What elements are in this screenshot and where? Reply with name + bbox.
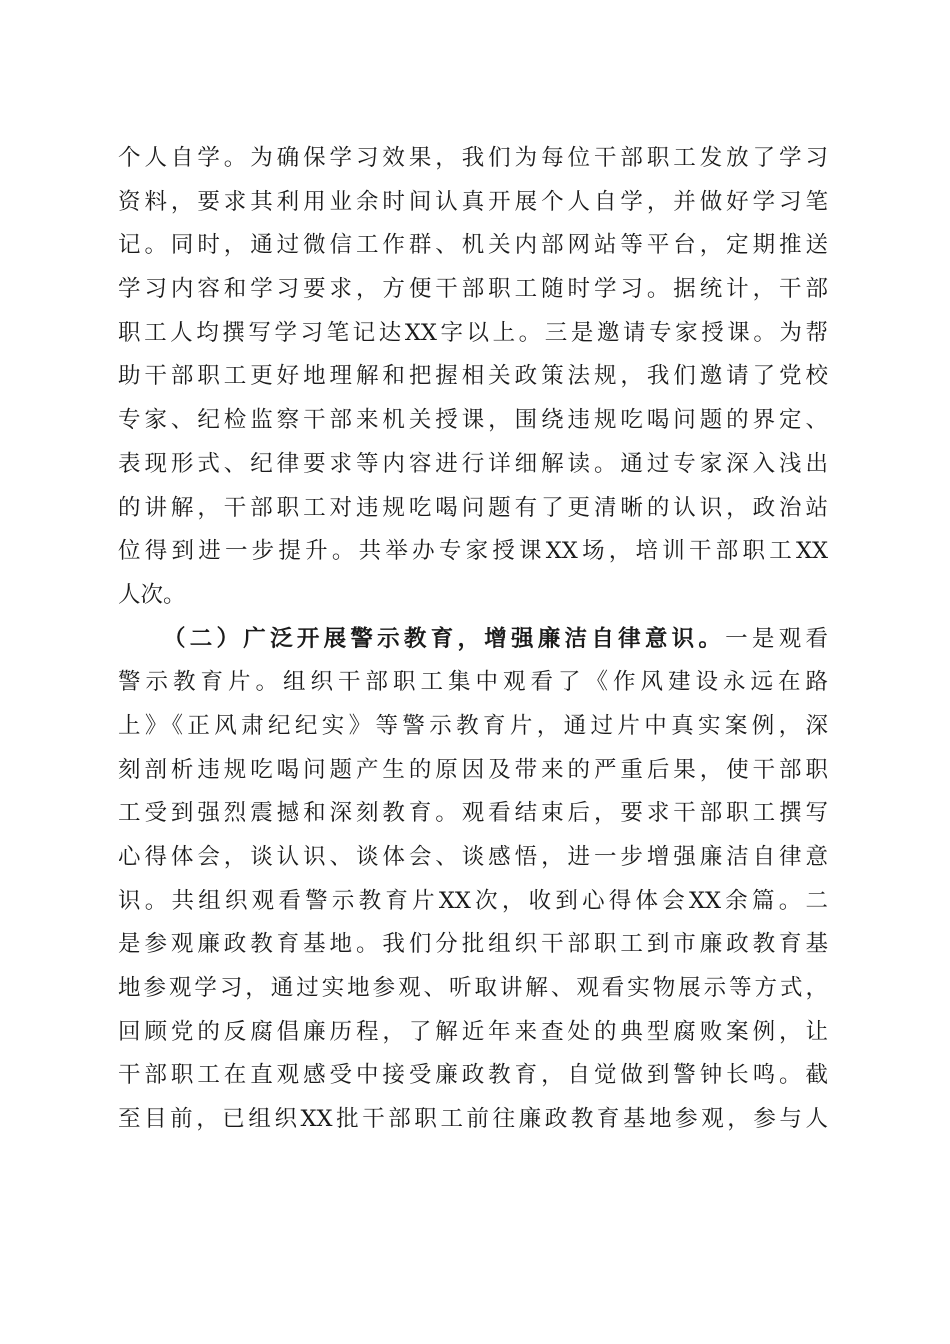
paragraph-line: 人次。 bbox=[118, 581, 186, 608]
paragraph-line: 位得到进一步提升。共举办专家授课XX场，培训干部职工XX bbox=[118, 538, 828, 565]
paragraph-2 bbox=[118, 618, 828, 1142]
paragraph-line: 的讲解，干部职工对违规吃喝问题有了更清晰的认识，政治站 bbox=[118, 494, 828, 521]
paragraph-line: 地参观学习，通过实地参观、听取讲解、观看实物展示等方式， bbox=[118, 975, 828, 1002]
document-body bbox=[118, 137, 828, 1142]
paragraph-line: 刻剖析违规吃喝问题产生的原因及带来的严重后果，使干部职 bbox=[118, 756, 828, 783]
paragraph-line: 职工人均撰写学习笔记达XX字以上。三是邀请专家授课。为帮 bbox=[118, 319, 828, 346]
paragraph-line: 识。共组织观看警示教育片XX次，收到心得体会XX余篇。二 bbox=[118, 887, 828, 914]
paragraph-line: 记。同时，通过微信工作群、机关内部网站等平台，定期推送 bbox=[118, 232, 828, 259]
paragraph-line: 警示教育片。组织干部职工集中观看了《作风建设永远在路 bbox=[118, 669, 828, 696]
paragraph-line: 回顾党的反腐倡廉历程，了解近年来查处的典型腐败案例，让 bbox=[118, 1018, 828, 1045]
section-heading: （二）广泛开展警示教育，增强廉洁自律意识。 bbox=[163, 625, 726, 652]
paragraph-line: 专家、纪检监察干部来机关授课，围绕违规吃喝问题的界定、 bbox=[118, 407, 828, 434]
paragraph-line: 学习内容和学习要求，方便干部职工随时学习。据统计，干部 bbox=[118, 276, 828, 303]
paragraph-first-line bbox=[118, 618, 828, 662]
paragraph-line: 干部职工在直观感受中接受廉政教育，自觉做到警钟长鸣。截 bbox=[118, 1062, 828, 1089]
paragraph-line: 上》《正风肃纪纪实》等警示教育片，通过片中真实案例，深 bbox=[118, 712, 828, 739]
paragraph-1 bbox=[118, 137, 828, 618]
paragraph-line: 是参观廉政教育基地。我们分批组织干部职工到市廉政教育基 bbox=[118, 931, 828, 958]
paragraph-line: 工受到强烈震撼和深刻教育。观看结束后，要求干部职工撰写 bbox=[118, 800, 828, 827]
paragraph-line: 资料，要求其利用业余时间认真开展个人自学，并做好学习笔 bbox=[118, 188, 828, 215]
paragraph-line: 至目前，已组织XX批干部职工前往廉政教育基地参观，参与人 bbox=[118, 1106, 828, 1133]
paragraph-line: 个人自学。为确保学习效果，我们为每位干部职工发放了学习 bbox=[118, 145, 828, 171]
paragraph-line: 助干部职工更好地理解和把握相关政策法规，我们邀请了党校 bbox=[118, 363, 828, 390]
paragraph-line: 表现形式、纪律要求等内容进行详细解读。通过专家深入浅出 bbox=[118, 450, 828, 477]
paragraph-line: 心得体会，谈认识、谈体会、谈感悟，进一步增强廉洁自律意 bbox=[118, 844, 828, 870]
paragraph-text-run: 一是观看 bbox=[725, 625, 828, 652]
